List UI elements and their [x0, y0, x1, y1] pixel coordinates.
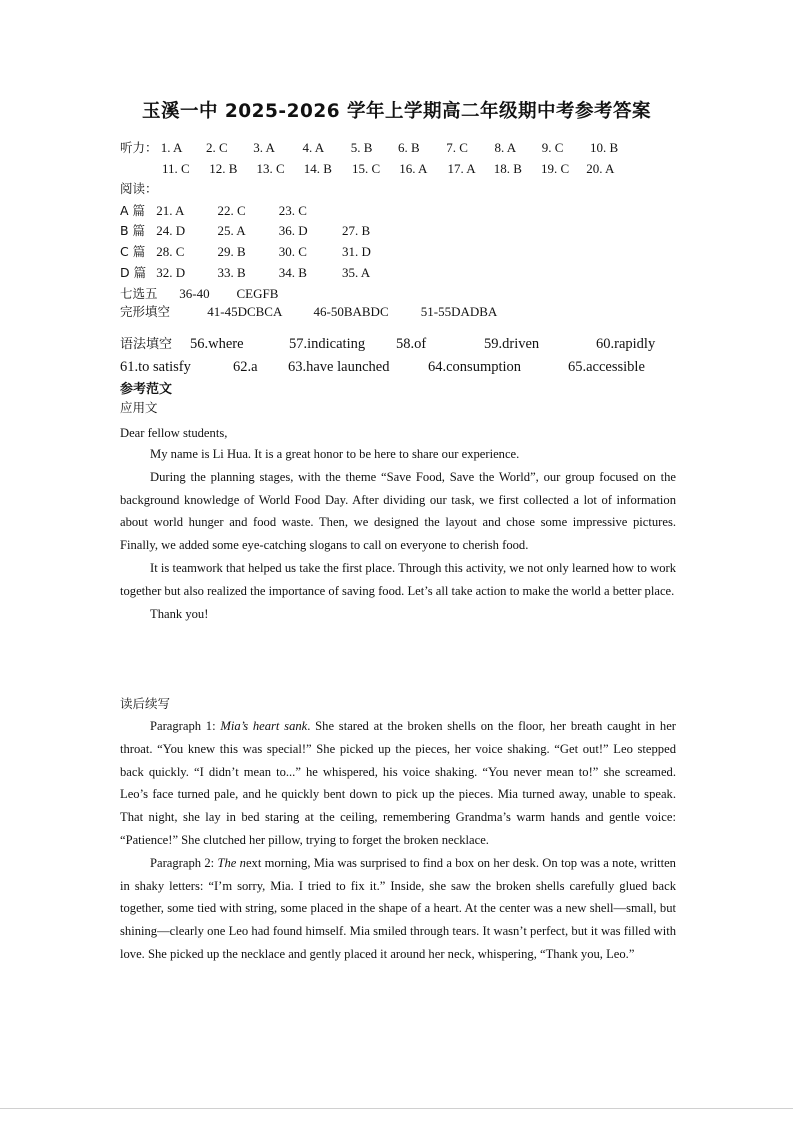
practical-writing-body: [120, 443, 676, 625]
paragraph-text: ext morning, Mia was surprised to find a box on her desk. On top was a note, written in shaky letters: “I’m sorry, Mia. I tried to fix it.” Inside, she saw the broken shells carefully glued back together, some tied with string, some placed in the shape of a heart. At the center was a new shell—small, but shining—clearly one Leo had found himself. Mia smiled through tears. It wasn’t perfect, but it was filled with love. She picked up the necklace and gently placed it around her neck, whispering, “Thank you, Leo.”: [120, 855, 676, 961]
answer: 4. A: [302, 140, 325, 155]
answer: 12. B: [209, 161, 238, 176]
answer: 61.to satisfy: [120, 359, 191, 375]
paragraph-label: Paragraph 2:: [150, 855, 218, 870]
answer: 32. D: [156, 265, 186, 280]
answer: 17. A: [447, 161, 476, 176]
answer: 34. B: [278, 265, 307, 280]
page-bottom-rule: [0, 1108, 793, 1109]
reading-passage-b: [120, 223, 370, 239]
answer: 59.driven: [484, 336, 540, 352]
answer: 5. B: [350, 140, 373, 155]
answer: 64.consumption: [428, 359, 522, 375]
answer: 7. C: [446, 140, 468, 155]
answer: 25. A: [217, 223, 246, 238]
answer: 58.of: [396, 336, 427, 352]
answer: 57.indicating: [289, 336, 366, 352]
answer: 9. C: [541, 140, 564, 155]
answer: 15. C: [352, 161, 381, 176]
answer: 10. B: [590, 140, 619, 155]
answer: 30. C: [278, 244, 307, 259]
answer: 29. B: [217, 244, 246, 259]
answer: 46-50BABDC: [313, 304, 389, 319]
reading-passage-d: [120, 265, 370, 281]
listening-row-1: [120, 140, 618, 156]
question-range: 36-40: [179, 286, 210, 301]
answer: 1. A: [160, 140, 183, 155]
seven-choose-five-row: [120, 286, 278, 302]
answer: 16. A: [399, 161, 428, 176]
answer: 28. C: [156, 244, 185, 259]
paragraph-text: . She stared at the broken shells on the floor, her breath caught in her throat. “You knew this was special!” She picked up the pieces, her voice shaking. “Get out!” Leo stepped back quickly. “I didn’t mean to...” he whispered, his voice shaking. “You never mean to!” she screamed. Leo’s face turned pale, and he quickly bent down to pick up the pieces. Mia turned away, unable to speak. That night, she lay in bed staring at the ceiling, remembering Grandma’s warm hands and gentle voice: “Patience!” She clutched her pillow, trying to forget the broken necklace.: [120, 719, 676, 847]
continuation-writing-heading: 读后续写: [120, 696, 171, 711]
answer: 35. A: [342, 265, 371, 280]
answer: 23. C: [278, 203, 307, 218]
answer: 22. C: [217, 203, 246, 218]
reading-passage-c: [120, 244, 371, 260]
answer: 60.rapidly: [596, 336, 656, 352]
essay-paragraph: [120, 715, 676, 852]
reading-passage-a: [120, 203, 307, 219]
grammar-label: 语法填空: [120, 337, 173, 352]
paragraph-lead: The n: [217, 855, 246, 870]
practical-writing-heading: 应用文: [120, 400, 158, 415]
answer: 8. A: [494, 140, 517, 155]
essay-paragraph: My name is Li Hua. It is a great honor to be here to share our experience.: [150, 447, 520, 461]
paragraph-label: Paragraph 1:: [150, 719, 221, 733]
answer: 36. D: [278, 223, 308, 238]
answer: 21. A: [156, 203, 185, 218]
answer: 33. B: [217, 265, 246, 280]
answer: 18. B: [493, 161, 522, 176]
answer: 41-45DCBCA: [207, 304, 283, 319]
reading-label: 阅读：: [120, 181, 158, 196]
answer: 56.where: [190, 336, 244, 352]
answer: CEGFB: [236, 286, 279, 301]
essay-paragraph: During the planning stages, with the theme “Save Food, Save the World”, our group focused on the background knowledge of World Food Day. After dividing our task, we first collected a lot of information about world hunger and food waste. Then, we designed the layout and chose some impressive pictures. Finally, we added some eye-catching slogans to call on everyone to cherish food.: [120, 469, 676, 553]
paragraph-lead: Mia’s heart sank: [220, 719, 308, 733]
answer: 2. C: [206, 140, 228, 155]
answer: 14. B: [303, 161, 332, 176]
page-title: 玉溪一中 2025-2026 学年上学期高二年级期中考参考答案: [141, 101, 652, 122]
essay-paragraph: It is teamwork that helped us take the first place. Through this activity, we not only learned how to work together but also realized the importance of saving food. Let’s all take action to make the world a better place.: [120, 560, 676, 598]
answer: 3. A: [253, 140, 275, 155]
section-label: 完形填空: [120, 304, 171, 319]
letter-greeting: Dear fellow students,: [120, 426, 228, 440]
answer: 20. A: [586, 161, 615, 176]
passage-prefix: A 篇: [120, 203, 146, 218]
answer: 11. C: [162, 161, 190, 176]
answer: 27. B: [342, 223, 371, 238]
answer: 13. C: [256, 161, 285, 176]
passage-prefix: D 篇: [120, 265, 147, 280]
essay-paragraph: [120, 852, 676, 966]
answer: 51-55DADBA: [420, 304, 498, 319]
listening-label: 听力：: [120, 140, 158, 155]
answer: 63.have launched: [288, 359, 390, 375]
continuation-writing-body: [120, 715, 676, 966]
cloze-row: [120, 304, 497, 320]
passage-prefix: B 篇: [120, 223, 146, 238]
answer: 19. C: [541, 161, 570, 176]
section-label: 七选五: [120, 286, 158, 301]
answer: 62.a: [233, 359, 258, 375]
letter-closing: Thank you!: [150, 606, 209, 621]
answer: 31. D: [342, 244, 371, 259]
answer: 6. B: [398, 140, 420, 155]
model-essay-heading: 参考范文: [120, 382, 173, 397]
passage-prefix: C 篇: [120, 244, 146, 259]
answer: 65.accessible: [568, 359, 645, 375]
listening-row-2: [162, 161, 614, 177]
answer: 24. D: [156, 223, 186, 238]
